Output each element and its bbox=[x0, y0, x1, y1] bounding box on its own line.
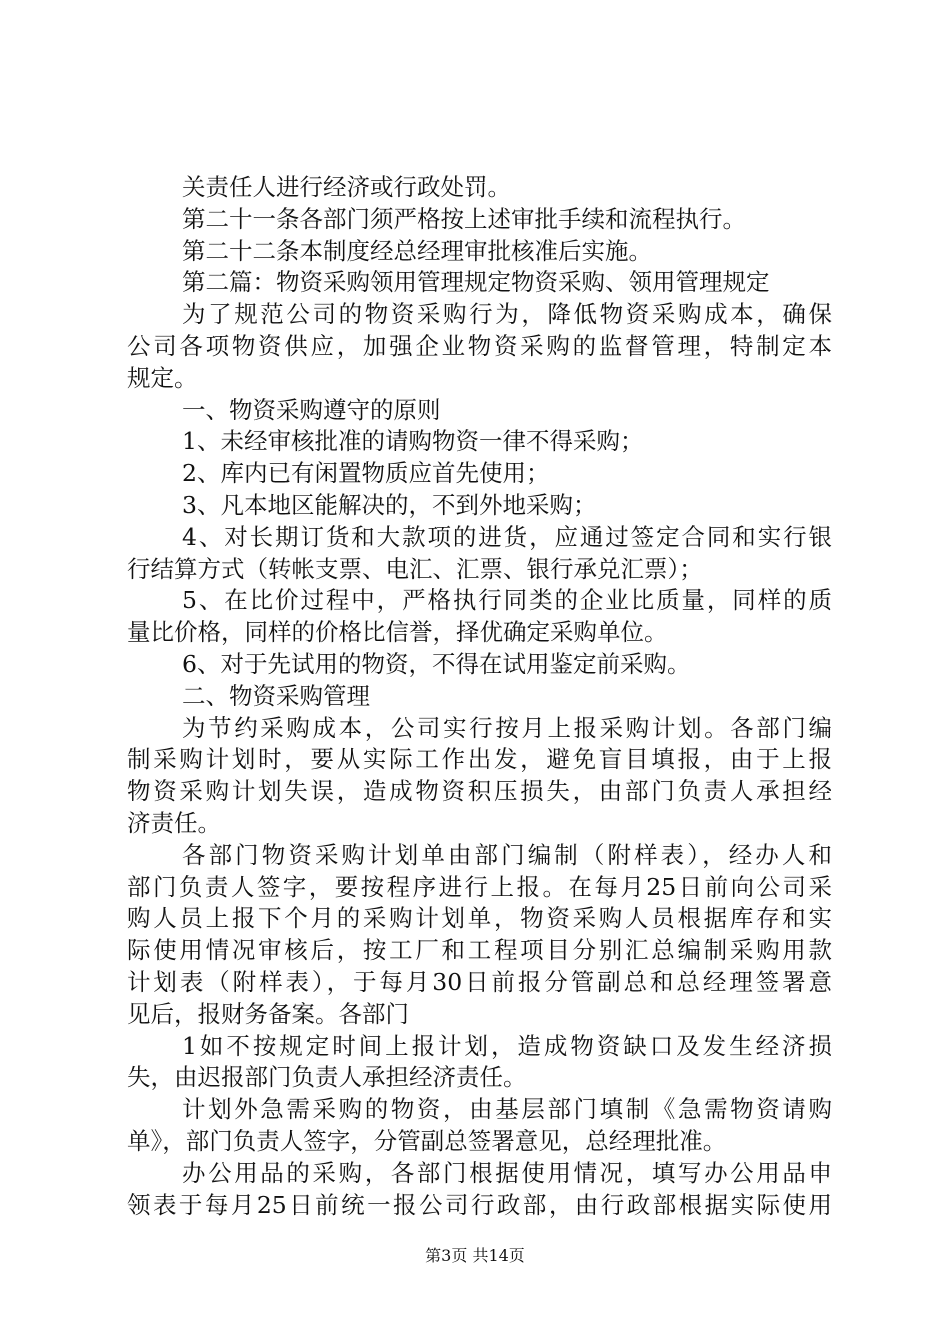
text-line: 济责任。 bbox=[127, 808, 221, 837]
text-line: 计划外急需采购的物资，由基层部门填制《急需物资请购 bbox=[182, 1095, 832, 1124]
document-body bbox=[127, 172, 832, 1221]
text-line: 关责任人进行经济或行政处罚。 bbox=[182, 173, 511, 201]
text-line: 一、物资采购遵守的原则 bbox=[182, 395, 441, 424]
text-line: 计划表（附样表），于每月30日前报分管副总和总经理签署意 bbox=[127, 967, 832, 996]
text-line: 际使用情况审核后，按工厂和工程项目分别汇总编制采购用款 bbox=[127, 936, 832, 965]
text-line: 6、对于先试用的物资，不得在试用鉴定前采购。 bbox=[182, 649, 691, 678]
text-line: 量比价格，同样的价格比信誉，择优确定采购单位。 bbox=[127, 618, 668, 647]
text-line: 2、库内已有闲置物质应首先使用； bbox=[182, 459, 550, 488]
text-line: 3、凡本地区能解决的，不到外地采购； bbox=[182, 490, 597, 519]
text-line: 为了规范公司的物资采购行为，降低物资采购成本，确保 bbox=[182, 300, 832, 329]
text-line: 物资采购计划失误，造成物资积压损失，由部门负责人承担经 bbox=[127, 777, 832, 806]
text-line: 1、未经审核批准的请购物资一律不得采购； bbox=[182, 427, 644, 456]
text-line: 第二十一条各部门须严格按上述审批手续和流程执行。 bbox=[182, 204, 746, 233]
text-line: 5、在比价过程中，严格执行同类的企业比质量，同样的质 bbox=[182, 586, 832, 615]
text-line: 规定。 bbox=[127, 363, 198, 392]
text-line: 公司各项物资供应，加强企业物资采购的监督管理，特制定本 bbox=[127, 331, 832, 360]
text-line: 购人员上报下个月的采购计划单，物资采购人员根据库存和实 bbox=[127, 904, 832, 933]
page-footer: 第3页 共14页 bbox=[425, 1246, 525, 1265]
text-line: 第二十二条本制度经总经理审批核准后实施。 bbox=[182, 236, 652, 265]
text-line: 各部门物资采购计划单由部门编制（附样表），经办人和 bbox=[182, 840, 832, 869]
text-line: 1如不按规定时间上报计划，造成物资缺口及发生经济损 bbox=[182, 1031, 832, 1060]
text-line: 为节约采购成本，公司实行按月上报采购计划。各部门编 bbox=[182, 713, 832, 742]
text-line: 制采购计划时，要从实际工作出发，避免盲目填报，由于上报 bbox=[127, 745, 832, 774]
text-line: 办公用品的采购，各部门根据使用情况，填写办公用品申 bbox=[182, 1158, 832, 1187]
text-line: 见后，报财务备案。各部门 bbox=[127, 999, 409, 1028]
text-line: 失，由迟报部门负责人承担经济责任。 bbox=[127, 1063, 527, 1092]
text-line: 二、物资采购管理 bbox=[182, 681, 370, 710]
text-line: 部门负责人签字，要按程序进行上报。在每月25日前向公司采 bbox=[127, 872, 832, 901]
text-line: 4、对长期订货和大款项的进货，应通过签定合同和实行银 bbox=[182, 522, 832, 551]
text-line: 领表于每月25日前统一报公司行政部，由行政部根据实际使用 bbox=[127, 1190, 832, 1219]
text-line: 行结算方式（转帐支票、电汇、汇票、银行承兑汇票）； bbox=[127, 554, 703, 583]
text-line: 第二篇：物资采购领用管理规定物资采购、领用管理规定 bbox=[182, 268, 770, 297]
text-line: 单》，部门负责人签字，分管副总签署意见，总经理批准。 bbox=[127, 1126, 727, 1155]
